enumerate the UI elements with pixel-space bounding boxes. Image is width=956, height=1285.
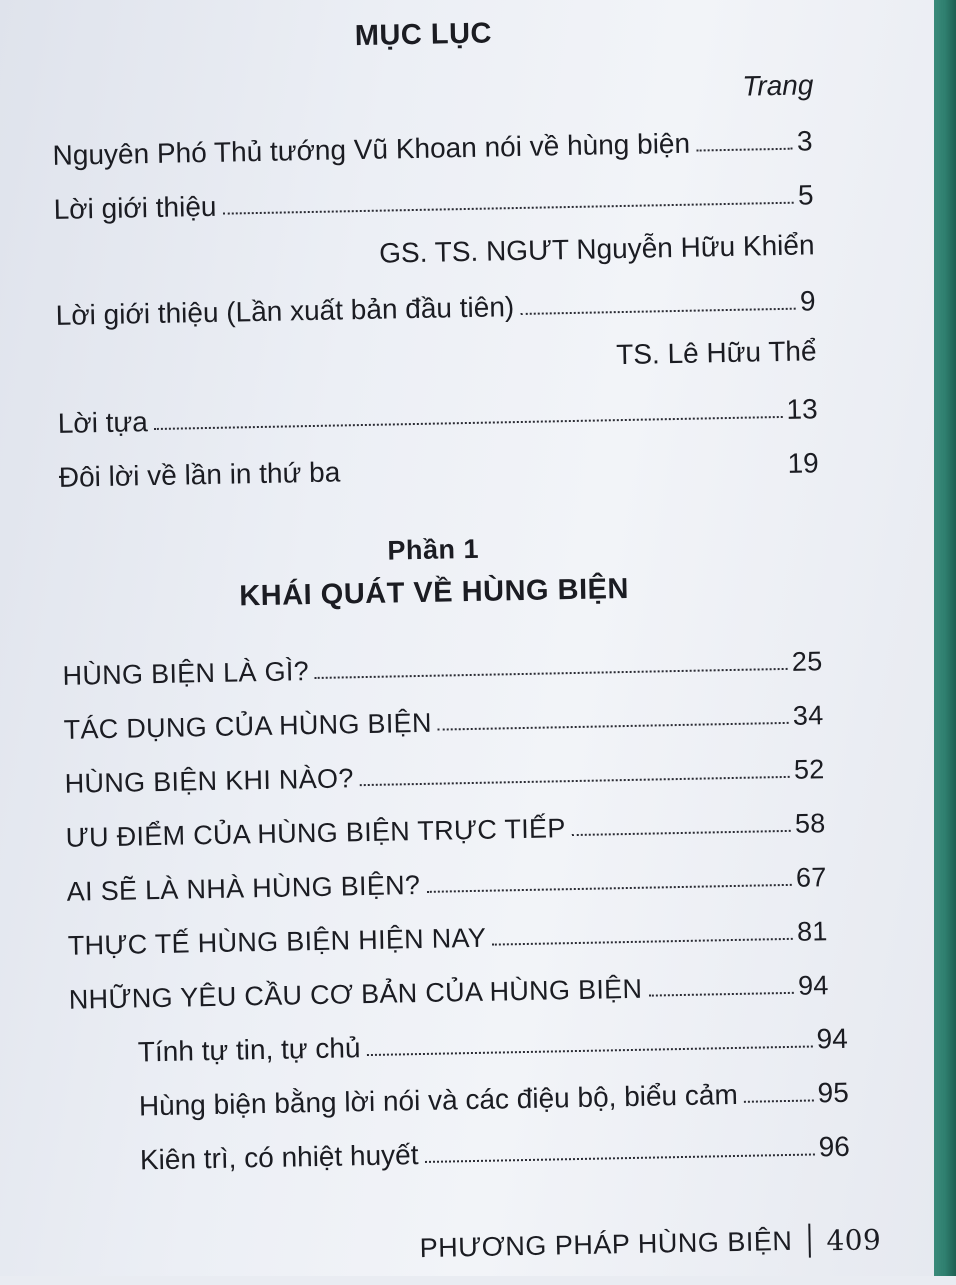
dot-leader bbox=[425, 1153, 815, 1162]
toc-entry-page: 25 bbox=[791, 646, 823, 677]
toc-entry-page: 94 bbox=[797, 970, 829, 1001]
dot-leader bbox=[346, 470, 783, 480]
toc-entry-label: HÙNG BIỆN KHI NÀO? bbox=[64, 763, 354, 799]
toc-entry bbox=[66, 853, 827, 908]
toc-entry-page: 52 bbox=[793, 754, 825, 785]
toc-entry-label: Kiên trì, có nhiệt huyết bbox=[139, 1139, 419, 1176]
toc-entry bbox=[65, 799, 826, 854]
running-footer bbox=[419, 1222, 881, 1265]
toc-entry bbox=[58, 439, 819, 494]
toc-entry-label: Tính tự tin, tự chủ bbox=[137, 1032, 361, 1068]
toc-entry-label: NHỮNG YÊU CẦU CƠ BẢN CỦA HÙNG BIỆN bbox=[68, 973, 643, 1015]
dot-leader bbox=[438, 722, 789, 731]
toc-entry-label: Hùng biện bằng lời nói và các điệu bộ, biểu cảm bbox=[138, 1078, 739, 1122]
toc-entry-page: 3 bbox=[796, 125, 813, 157]
toc-entry-label: Lời giới thiệu bbox=[53, 190, 217, 225]
toc-entry bbox=[67, 907, 828, 962]
footer-book-title: PHƯƠNG PHÁP HÙNG BIỆN bbox=[419, 1225, 793, 1263]
dot-leader bbox=[315, 668, 788, 679]
toc-entry bbox=[64, 745, 825, 800]
toc-entry-label: AI SẼ LÀ NHÀ HÙNG BIỆN? bbox=[66, 870, 421, 907]
dot-leader bbox=[367, 1045, 813, 1056]
toc-title: MỤC LỤC bbox=[354, 17, 493, 53]
toc-entry bbox=[53, 171, 814, 226]
part-title: KHÁI QUÁT VỀ HÙNG BIỆN bbox=[238, 572, 630, 613]
toc-entry-page: 13 bbox=[786, 393, 818, 425]
toc-entry-label: Lời giới thiệu (Lần xuất bản đầu tiên) bbox=[55, 291, 515, 331]
toc-entry-page: 19 bbox=[787, 447, 819, 479]
footer-page-number: 409 bbox=[826, 1222, 882, 1257]
dot-leader bbox=[426, 884, 792, 893]
toc-author: TS. Lê Hữu Thể bbox=[615, 335, 817, 371]
toc-subentry bbox=[139, 1123, 850, 1177]
toc-entry-page: 5 bbox=[797, 179, 814, 211]
dot-leader bbox=[696, 148, 793, 152]
toc-subentry bbox=[137, 1015, 848, 1069]
toc-entry-label: THỰC TẾ HÙNG BIỆN HIỆN NAY bbox=[67, 922, 487, 961]
toc-author: GS. TS. NGƯT Nguyễn Hữu Khiển bbox=[378, 229, 815, 269]
page-column-label: Trang bbox=[742, 69, 814, 102]
footer-separator bbox=[808, 1224, 811, 1258]
toc-entry-page: 9 bbox=[799, 285, 816, 317]
toc-entry bbox=[52, 117, 813, 172]
toc-entry-label: Lời tựa bbox=[57, 406, 149, 439]
toc-entry bbox=[55, 277, 816, 332]
toc-entry bbox=[68, 961, 829, 1016]
toc-entry bbox=[63, 691, 824, 746]
toc-entry-label: Nguyên Phó Thủ tướng Vũ Khoan nói về hùng biện bbox=[52, 127, 691, 171]
dot-leader bbox=[744, 1099, 814, 1102]
dot-leader bbox=[360, 776, 790, 786]
toc-entry-page: 34 bbox=[792, 700, 824, 731]
toc-entry bbox=[62, 637, 823, 692]
part-number: Phần 1 bbox=[387, 533, 480, 566]
toc-entry-page: 58 bbox=[794, 808, 826, 839]
dot-leader bbox=[154, 416, 783, 430]
dot-leader bbox=[572, 830, 791, 836]
toc-entry-page: 94 bbox=[816, 1022, 849, 1055]
toc-entry-page: 67 bbox=[795, 862, 827, 893]
toc-entry bbox=[57, 385, 818, 440]
dot-leader bbox=[492, 938, 793, 946]
toc-subentry bbox=[138, 1069, 849, 1123]
toc-entry-label: TÁC DỤNG CỦA HÙNG BIỆN bbox=[63, 707, 433, 745]
toc-entry-label: HÙNG BIỆN LÀ GÌ? bbox=[62, 656, 310, 691]
dot-leader bbox=[648, 992, 794, 997]
dot-leader bbox=[520, 308, 796, 315]
dot-leader bbox=[223, 202, 795, 215]
toc-entry-label: Đôi lời về lần in thứ ba bbox=[58, 456, 341, 493]
toc-entry-page: 81 bbox=[796, 916, 828, 947]
toc-entry-label: ƯU ĐIỂM CỦA HÙNG BIỆN TRỰC TIẾP bbox=[65, 813, 566, 853]
toc-entry-page: 96 bbox=[818, 1130, 851, 1163]
toc-entry-page: 95 bbox=[817, 1076, 850, 1109]
